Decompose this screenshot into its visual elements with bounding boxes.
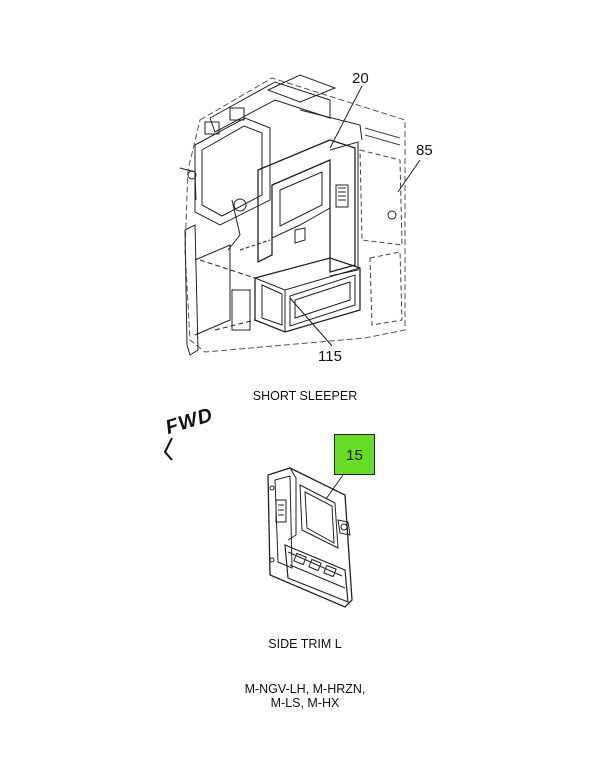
fwd-label: FWD <box>163 403 216 440</box>
fwd-arrow-icon <box>165 438 172 460</box>
short-sleeper-caption: SHORT SLEEPER <box>252 389 358 403</box>
model-list-line-1: M-NGV-LH, M-HRZN, <box>244 682 366 696</box>
side-trim-drawing <box>268 468 352 607</box>
callout-20: 20 <box>352 70 369 87</box>
model-list <box>0 682 610 710</box>
callout-85: 85 <box>416 142 433 159</box>
callout-115: 115 <box>318 348 342 365</box>
callout-15: 15 <box>346 447 363 464</box>
model-list-line-2: M-LS, M-HX <box>270 696 340 710</box>
side-trim-caption: SIDE TRIM L <box>268 637 342 651</box>
part-15-highlight[interactable] <box>334 434 375 475</box>
sleeper-assembly-drawing <box>180 75 420 355</box>
